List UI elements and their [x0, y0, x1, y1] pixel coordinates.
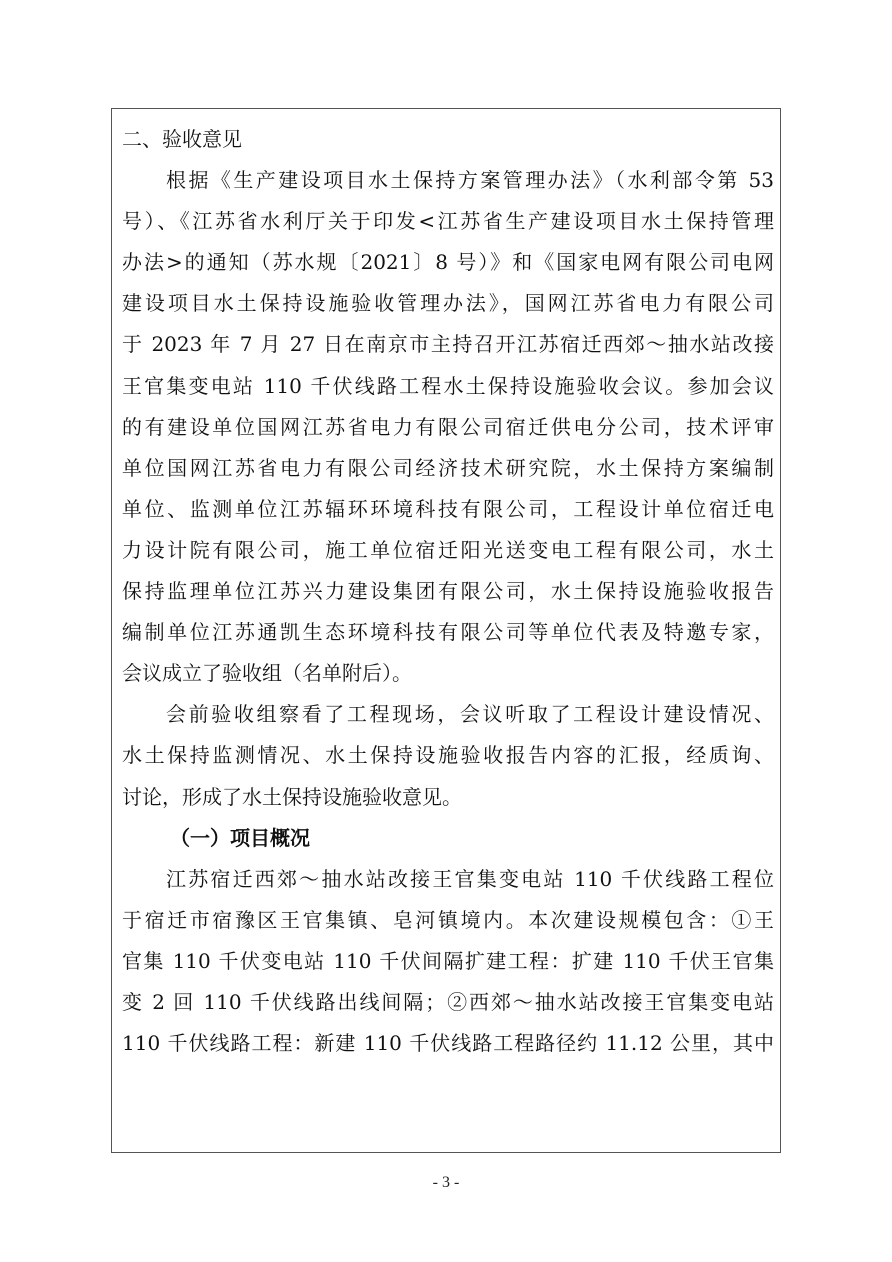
- text-line: 保持监理单位江苏兴力建设集团有限公司，水土保持设施验收报告: [122, 579, 774, 604]
- paragraph-meeting-process: [122, 694, 774, 817]
- document-frame: [111, 108, 781, 1153]
- text-line: 会前验收组察看了工程现场，会议听取了工程设计建设情况、: [166, 702, 774, 727]
- text-line: 编制单位江苏通凯生态环境科技有限公司等单位代表及特邀专家，: [122, 620, 774, 645]
- text-line: 根据《生产建设项目水土保持方案管理办法》（水利部令第 53: [166, 168, 774, 193]
- text-line: 建设项目水土保持设施验收管理办法》，国网江苏省电力有限公司: [122, 291, 774, 316]
- paragraph-acceptance-basis: [122, 160, 774, 694]
- text-line: 王官集变电站 110 千伏线路工程水土保持设施验收会议。参加会议: [122, 373, 774, 398]
- text-line: 变 2 回 110 千伏线路出线间隔；②西郊～抽水站改接王官集变电站: [122, 989, 774, 1014]
- text-line: 水土保持监测情况、水土保持设施验收报告内容的汇报，经质询、: [122, 743, 774, 768]
- text-line: 的有建设单位国网江苏省电力有限公司宿迁供电分公司，技术评审: [122, 414, 774, 439]
- text-line: 会议成立了验收组（名单附后）。: [122, 661, 412, 686]
- subsection-title: （一）项目概况: [170, 825, 310, 850]
- text-line: 单位国网江苏省电力有限公司经济技术研究院，水土保持方案编制: [122, 455, 774, 480]
- page-number: - 3 -: [432, 1174, 460, 1191]
- text-line: 号）、《江苏省水利厅关于印发<江苏省生产建设项目水土保持管理: [122, 209, 774, 234]
- text-line: 110 千伏线路工程：新建 110 千伏线路工程路径约 11.12 公里，其中: [122, 1031, 774, 1056]
- text-line: 官集 110 千伏变电站 110 千伏间隔扩建工程：扩建 110 千伏王官集: [122, 948, 774, 973]
- text-line: 单位、监测单位江苏辐环环境科技有限公司，工程设计单位宿迁电: [122, 496, 774, 521]
- document-content: [122, 119, 774, 1064]
- text-line: 江苏宿迁西郊～抽水站改接王官集变电站 110 千伏线路工程位: [166, 866, 774, 891]
- text-line: 办法>的通知（苏水规〔2021〕8 号）》和《国家电网有限公司电网: [122, 250, 774, 275]
- paragraph-project-overview: [122, 859, 774, 1064]
- text-line: 于宿迁市宿豫区王官集镇、皂河镇境内。本次建设规模包含：①王: [122, 907, 774, 932]
- text-line: 讨论，形成了水土保持设施验收意见。: [122, 784, 462, 809]
- text-line: 于 2023 年 7 月 27 日在南京市主持召开江苏宿迁西郊～抽水站改接: [122, 332, 774, 357]
- section-title: 二、验收意见: [122, 127, 242, 151]
- text-line: 力设计院有限公司，施工单位宿迁阳光送变电工程有限公司，水土: [122, 537, 774, 562]
